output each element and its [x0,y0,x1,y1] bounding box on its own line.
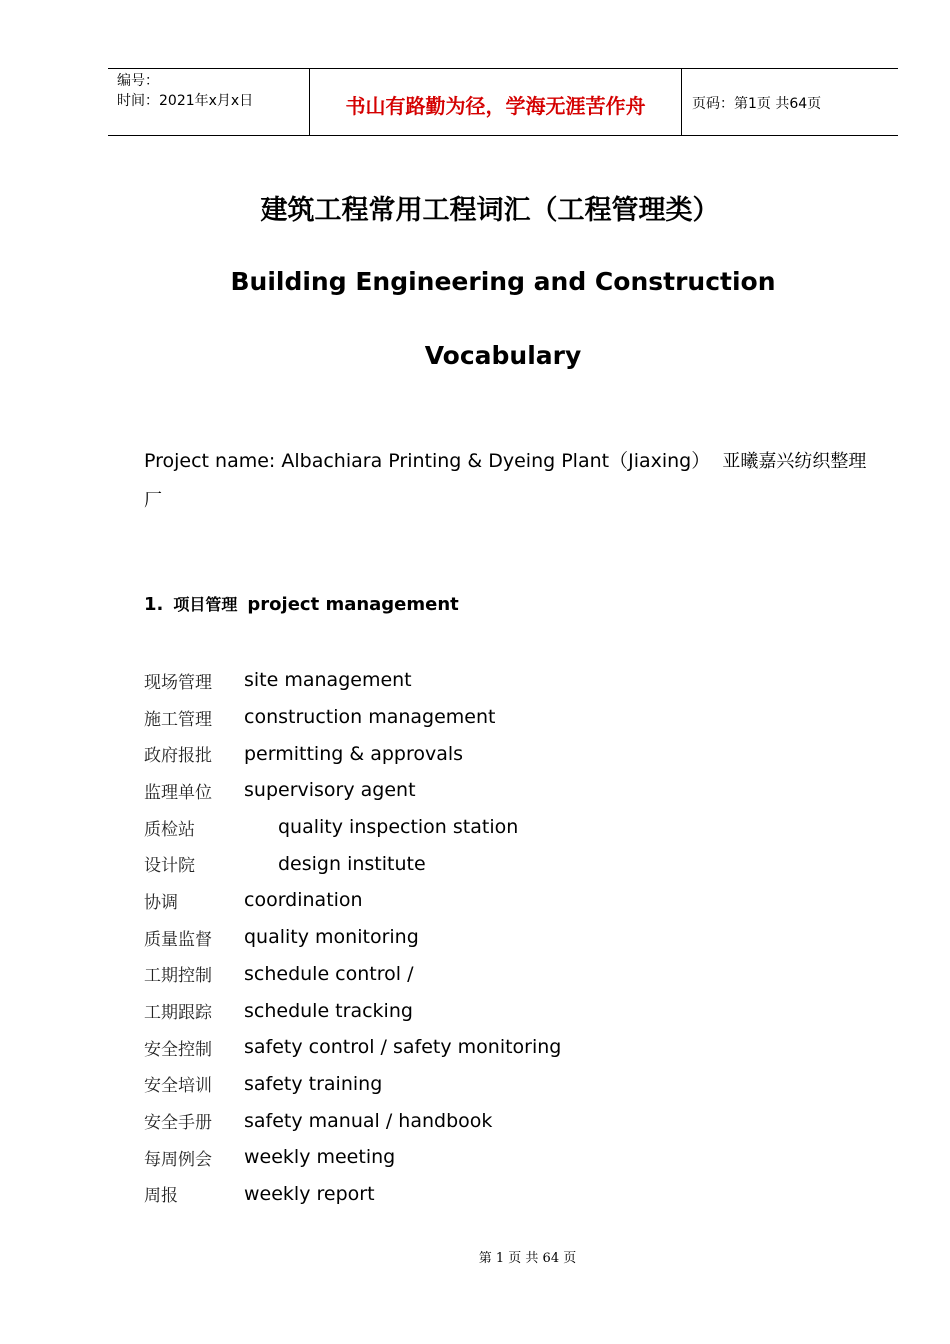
term-chinese: 设计院 [144,856,195,877]
term-chinese: 协调 [144,892,178,913]
term-english: schedule tracking [244,999,413,1022]
term-row [144,882,844,919]
term-list [144,662,844,1212]
term-row [144,845,844,882]
term-chinese: 监理单位 [144,782,212,803]
section-number: 1. [144,594,164,615]
term-english: design institute [278,852,426,875]
term-chinese: 安全控制 [144,1039,212,1060]
term-row [144,1066,844,1103]
term-row [144,1029,844,1066]
document-number-label: 编号： [117,73,159,89]
term-row [144,1102,844,1139]
header-motto-cell [309,69,682,135]
term-english: safety manual / handbook [244,1109,493,1132]
term-english: weekly report [244,1182,375,1205]
document-time-label: 时间：2021年x月x日 [117,93,254,109]
term-chinese: 现场管理 [144,672,212,693]
term-chinese: 安全培训 [144,1076,212,1097]
title-chinese: 建筑工程常用工程词汇（工程管理类） [260,195,720,226]
term-row [144,772,844,809]
term-row [144,699,844,736]
term-chinese: 质量监督 [144,929,212,950]
term-english: construction management [244,706,496,729]
term-english: site management [244,669,412,692]
term-english: safety training [244,1072,383,1095]
term-chinese: 质检站 [144,819,195,840]
title-english-line1: Building Engineering and Construction [230,267,776,296]
term-row [144,1176,844,1213]
term-row [144,1139,844,1176]
term-row [144,662,844,699]
page-header [108,68,898,136]
term-chinese: 施工管理 [144,709,212,730]
section-title-english: project management [247,594,459,615]
term-chinese: 安全手册 [144,1113,212,1134]
term-row [144,809,844,846]
term-row [144,956,844,993]
term-chinese: 周报 [144,1186,178,1207]
title-english-line2: Vocabulary [424,341,582,370]
term-chinese: 工期跟踪 [144,1003,212,1024]
term-english: weekly meeting [244,1146,396,1169]
header-page-info: 页码：第1页 共64页 [692,96,822,112]
term-row [144,992,844,1029]
header-left-cell [108,69,309,135]
term-english: schedule control / [244,962,414,985]
term-english: supervisory agent [244,779,416,802]
term-english: permitting & approvals [244,742,464,765]
section-heading [144,592,459,615]
section-title-chinese: 项目管理 [173,595,238,614]
project-name-chinese: 亚曦嘉兴纺织整理厂 [144,451,867,511]
project-name-text: Project name: Albachiara Printing & Dyeing Plant（Jiaxing） [144,450,711,472]
term-english: safety control / safety monitoring [244,1036,562,1059]
term-row [144,735,844,772]
term-english: quality monitoring [244,926,419,949]
term-chinese: 每周例会 [144,1149,212,1170]
term-chinese: 政府报批 [144,746,212,767]
term-chinese: 工期控制 [144,966,212,987]
term-row [144,919,844,956]
project-name-paragraph [144,442,874,520]
page-footer: 第 1 页 共 64 页 [478,1251,577,1266]
term-english: quality inspection station [278,816,519,839]
header-motto: 书山有路勤为径，学海无涯苦作舟 [345,93,646,118]
term-english: coordination [244,889,363,912]
